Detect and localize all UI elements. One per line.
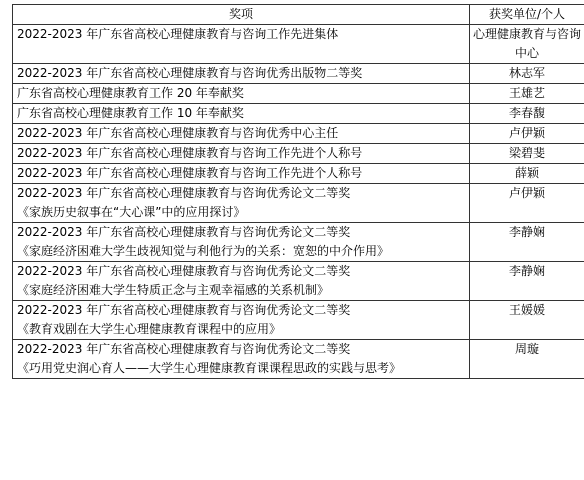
- award-title: 广东省高校心理健康教育工作 20 年奉献奖: [17, 86, 244, 100]
- award-cell: [13, 124, 470, 144]
- winner-cell: 林志军: [470, 64, 584, 84]
- winner-cell: 卢伊颖: [470, 124, 584, 144]
- winner-cell: 心理健康教育与咨询中心: [470, 25, 584, 64]
- award-cell: [13, 164, 470, 184]
- award-paper-title: 《巧用党史润心育人——大学生心理健康教育课课程思政的实践与思考》: [17, 361, 402, 375]
- winner-cell: 李春馥: [470, 104, 584, 124]
- award-title: 2022-2023 年广东省高校心理健康教育与咨询优秀出版物二等奖: [17, 66, 363, 80]
- award-title: 2022-2023 年广东省高校心理健康教育与咨询优秀中心主任: [17, 126, 339, 140]
- table-row: [13, 104, 584, 124]
- award-cell: [13, 104, 470, 124]
- award-title: 广东省高校心理健康教育工作 10 年奉献奖: [17, 106, 244, 120]
- winner-cell: 李静娴: [470, 262, 584, 301]
- awards-table: [12, 4, 584, 379]
- winner-column-header: 获奖单位/个人: [470, 5, 584, 25]
- award-cell: [13, 144, 470, 164]
- winner-cell: 王媛媛: [470, 301, 584, 340]
- winner-cell: 梁碧斐: [470, 144, 584, 164]
- award-paper-title: 《家庭经济困难大学生歧视知觉与利他行为的关系：宽恕的中介作用》: [17, 244, 390, 258]
- table-row: [13, 25, 584, 64]
- table-row: [13, 64, 584, 84]
- award-title: 2022-2023 年广东省高校心理健康教育与咨询优秀论文二等奖: [17, 264, 351, 278]
- award-title: 2022-2023 年广东省高校心理健康教育与咨询工作先进个人称号: [17, 146, 363, 160]
- award-cell: [13, 223, 470, 262]
- award-column-header: 奖项: [13, 5, 470, 25]
- winner-cell: 李静娴: [470, 223, 584, 262]
- award-title: 2022-2023 年广东省高校心理健康教育与咨询优秀论文二等奖: [17, 186, 351, 200]
- table-row: [13, 164, 584, 184]
- table-row: [13, 262, 584, 301]
- winner-cell: 卢伊颖: [470, 184, 584, 223]
- award-cell: [13, 184, 470, 223]
- award-cell: [13, 301, 470, 340]
- award-paper-title: 《家庭经济困难大学生特质正念与主观幸福感的关系机制》: [17, 283, 330, 297]
- award-title: 2022-2023 年广东省高校心理健康教育与咨询工作先进集体: [17, 27, 339, 41]
- table-body: [13, 25, 584, 379]
- table-row: [13, 223, 584, 262]
- table-row: [13, 124, 584, 144]
- table-row: [13, 301, 584, 340]
- winner-cell: 王雄艺: [470, 84, 584, 104]
- award-paper-title: 《教育戏剧在大学生心理健康教育课程中的应用》: [17, 322, 282, 336]
- award-cell: [13, 25, 470, 64]
- award-title: 2022-2023 年广东省高校心理健康教育与咨询优秀论文二等奖: [17, 303, 351, 317]
- award-title: 2022-2023 年广东省高校心理健康教育与咨询工作先进个人称号: [17, 166, 363, 180]
- award-title: 2022-2023 年广东省高校心理健康教育与咨询优秀论文二等奖: [17, 342, 351, 356]
- table-row: [13, 184, 584, 223]
- award-title: 2022-2023 年广东省高校心理健康教育与咨询优秀论文二等奖: [17, 225, 351, 239]
- table-row: [13, 144, 584, 164]
- award-cell: [13, 262, 470, 301]
- award-cell: [13, 84, 470, 104]
- table-row: [13, 84, 584, 104]
- award-cell: [13, 340, 470, 379]
- table-row: [13, 340, 584, 379]
- award-paper-title: 《家族历史叙事在“大心课”中的应用探讨》: [17, 205, 246, 219]
- winner-cell: 薛颖: [470, 164, 584, 184]
- table-header-row: [13, 5, 584, 25]
- award-cell: [13, 64, 470, 84]
- winner-cell: 周璇: [470, 340, 584, 379]
